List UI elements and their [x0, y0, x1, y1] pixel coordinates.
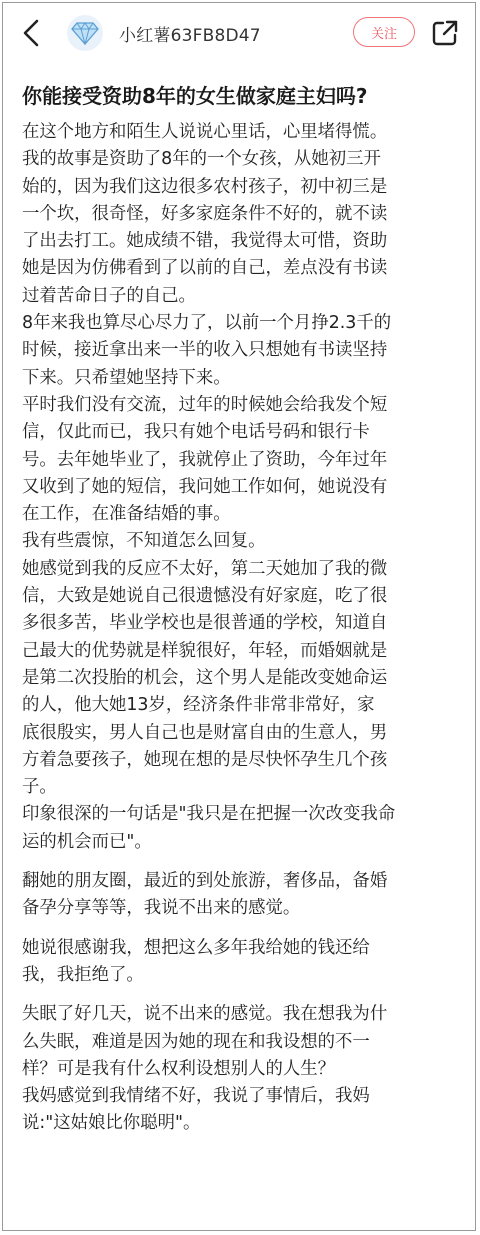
text-line: 失眠了好几天，说不出来的感觉。我在想我为什 [22, 1004, 388, 1025]
text-line: 底很殷实，男人自己也是财富自由的生意人，男 [22, 722, 388, 743]
text-line: 我的故事是资助了8年的一个女孩，从她初三开 [22, 149, 381, 170]
post-title: 你能接受资助8年的女生做家庭主妇吗? [22, 84, 368, 108]
text-line: 时候，接近拿出来一半的收入只想她有书读坚持 [22, 340, 388, 361]
diamond-icon [71, 21, 99, 45]
text-line: 在工作，在准备结婚的事。 [22, 504, 231, 525]
text-line: 备孕分享等等，我说不出来的感觉。 [22, 898, 301, 919]
text-line: 她感觉到我的反应不太好，第二天她加了我的微 [22, 558, 388, 579]
username[interactable]: 小红薯63FB8D47 [119, 26, 261, 46]
text-line: 她是因为仿佛看到了以前的自己，差点没有书读 [22, 258, 388, 279]
paragraph [22, 119, 463, 146]
text-line: 又收到了她的短信，我问她工作如何，她说没有 [22, 476, 388, 497]
paragraph [22, 556, 463, 802]
post-body [3, 63, 475, 1138]
post-text [22, 119, 463, 1138]
text-line: 运的机会而已"。 [22, 831, 152, 852]
text-line: 是第二次投胎的机会，这个男人是能改变她命运 [22, 667, 388, 688]
text-line: 方着急要孩子，她现在想的是尽快怀孕生几个孩 [22, 749, 388, 770]
text-line: 么失眠，难道是因为她的现在和我设想的不一 [22, 1031, 370, 1052]
text-line: 号。去年她毕业了，我就停止了资助，今年过年 [22, 449, 388, 470]
text-line: 我，我拒绝了。 [22, 964, 144, 985]
text-line: 子。 [22, 777, 57, 798]
text-line: 信，大致是她说自己很遗憾没有好家庭，吃了很 [22, 586, 388, 607]
share-button[interactable] [429, 17, 461, 49]
text-line: 说:"这姑娘比你聪明"。 [22, 1113, 201, 1134]
text-line: 信，仅此而已，我只有她个电话号码和银行卡 [22, 422, 370, 443]
text-line: 她说很感谢我，想把这么多年我给她的钱还给 [22, 937, 370, 958]
text-line: 印象很深的一句话是"我只是在把握一次改变我命 [22, 804, 396, 825]
paragraph [22, 146, 463, 310]
paragraph [22, 935, 463, 990]
text-line: 的人，他大她13岁，经济条件非常非常好，家 [22, 695, 375, 716]
paragraph [22, 392, 463, 528]
text-line: 了出去打工。她成绩不错，我觉得太可惜，资助 [22, 231, 388, 252]
chevron-left-icon [22, 19, 40, 47]
text-line: 一个坎，很奇怪，好多家庭条件不好的，就不读 [22, 203, 388, 224]
text-line: 多很多苦，毕业学校也是很普通的学校，知道自 [22, 613, 388, 634]
text-line: 在这个地方和陌生人说说心里话，心里堵得慌。 [22, 122, 388, 142]
top-bar [3, 3, 475, 63]
back-button[interactable] [17, 16, 45, 50]
paragraph [22, 1001, 463, 1083]
paragraph [22, 528, 463, 555]
paragraph [22, 868, 463, 923]
text-line: 己最大的优势就是样貌很好，年轻，而婚姻就是 [22, 640, 388, 661]
text-line: 下来。只希望她坚持下来。 [22, 367, 231, 388]
text-line: 我有些震惊，不知道怎么回复。 [22, 531, 266, 552]
paragraph [22, 1083, 463, 1138]
text-line: 过着苦命日子的自己。 [22, 285, 196, 306]
paragraph [22, 801, 463, 856]
text-line: 8年来我也算尽心尽力了，以前一个月挣2.3千的 [22, 313, 392, 334]
text-line: 我妈感觉到我情绪不好，我说了事情后，我妈 [22, 1086, 370, 1107]
text-line: 平时我们没有交流，过年的时候她会给我发个短 [22, 394, 388, 415]
text-line: 翻她的朋友圈，最近的到处旅游，奢侈品，备婚 [22, 871, 388, 892]
avatar[interactable] [67, 15, 103, 51]
paragraph [22, 310, 463, 392]
text-line: 样？可是我有什么权利设想别人的人生？ [22, 1058, 336, 1079]
share-icon [431, 19, 459, 47]
post-screen [2, 2, 476, 1231]
follow-button[interactable]: 关注 [353, 17, 415, 47]
text-line: 始的，因为我们这边很多农村孩子，初中初三是 [22, 176, 388, 197]
